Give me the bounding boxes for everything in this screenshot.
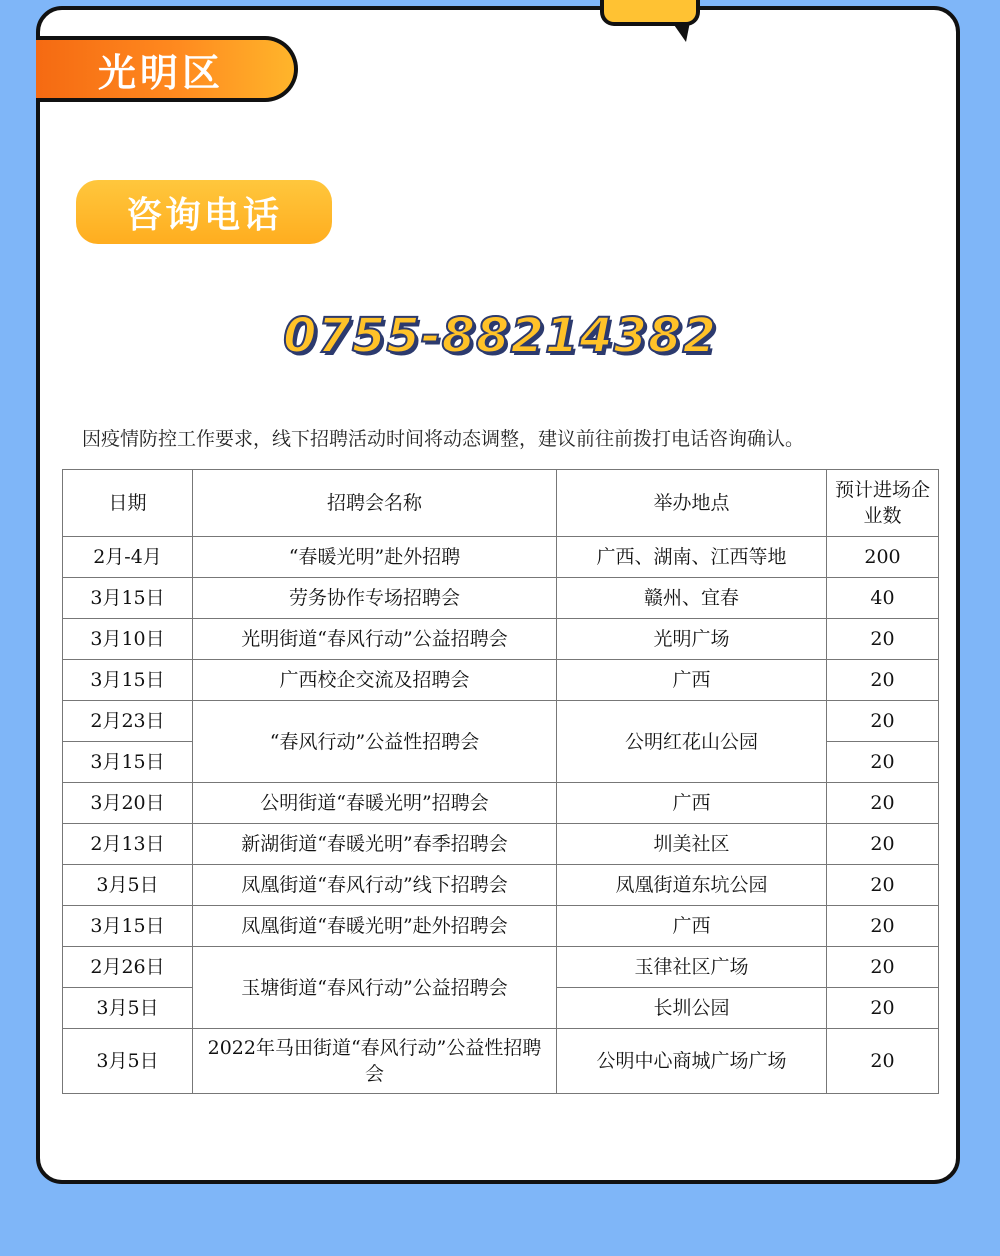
- header-date: 日期: [63, 470, 193, 537]
- cell-count: 20: [827, 783, 939, 824]
- cell-count: 20: [827, 701, 939, 742]
- cell-date: 3月15日: [63, 660, 193, 701]
- cell-date: 3月20日: [63, 783, 193, 824]
- table-row: [63, 1029, 939, 1094]
- cell-name: 公明街道“春暖光明”招聘会: [193, 783, 557, 824]
- cell-date: 2月26日: [63, 947, 193, 988]
- cell-place: 凤凰街道东坑公园: [557, 865, 827, 906]
- cell-place: 长圳公园: [557, 988, 827, 1029]
- table-row: [63, 947, 939, 988]
- cell-place: 广西、湖南、江西等地: [557, 537, 827, 578]
- speech-bubble-tail: [672, 22, 690, 42]
- cell-name: 凤凰街道“春暖光明”赴外招聘会: [193, 906, 557, 947]
- cell-place: 公明红花山公园: [557, 701, 827, 783]
- table-row: [63, 906, 939, 947]
- header-count: 预计进场企业数: [827, 470, 939, 537]
- cell-place: 公明中心商城广场广场: [557, 1029, 827, 1094]
- cell-count: 20: [827, 742, 939, 783]
- cell-name: 劳务协作专场招聘会: [193, 578, 557, 619]
- consult-label: 咨询电话: [125, 194, 282, 236]
- cell-name: “春暖光明”赴外招聘: [193, 537, 557, 578]
- cell-count: 20: [827, 1029, 939, 1094]
- cell-date: 3月15日: [63, 578, 193, 619]
- cell-date: 3月15日: [63, 742, 193, 783]
- cell-name: “春风行动”公益性招聘会: [193, 701, 557, 783]
- cell-name: 广西校企交流及招聘会: [193, 660, 557, 701]
- job-fair-table: [62, 469, 939, 1094]
- phone-number[interactable]: 0755-88214382: [283, 308, 717, 364]
- table-row: [63, 537, 939, 578]
- cell-name: 2022年马田街道“春风行动”公益性招聘会: [193, 1029, 557, 1094]
- cell-place: 玉律社区广场: [557, 947, 827, 988]
- cell-name: 凤凰街道“春风行动”线下招聘会: [193, 865, 557, 906]
- table-row: [63, 619, 939, 660]
- cell-date: 2月13日: [63, 824, 193, 865]
- cell-count: 20: [827, 824, 939, 865]
- table-row: [63, 701, 939, 742]
- cell-name: 新湖街道“春暖光明”春季招聘会: [193, 824, 557, 865]
- cell-count: 20: [827, 619, 939, 660]
- cell-place: 光明广场: [557, 619, 827, 660]
- table-row: [63, 660, 939, 701]
- table-header-row: [63, 470, 939, 537]
- consult-label-pill: [76, 180, 332, 244]
- cell-date: 3月5日: [63, 865, 193, 906]
- table-row: [63, 824, 939, 865]
- table-row: [63, 865, 939, 906]
- cell-date: 3月15日: [63, 906, 193, 947]
- cell-place: 圳美社区: [557, 824, 827, 865]
- cell-count: 200: [827, 537, 939, 578]
- cell-count: 20: [827, 988, 939, 1029]
- cell-place: 广西: [557, 783, 827, 824]
- table-row: [63, 578, 939, 619]
- header-name: 招聘会名称: [193, 470, 557, 537]
- cell-place: 广西: [557, 906, 827, 947]
- cell-date: 2月-4月: [63, 537, 193, 578]
- cell-name: 玉塘街道“春风行动”公益招聘会: [193, 947, 557, 1029]
- cell-count: 40: [827, 578, 939, 619]
- cell-name: 光明街道“春风行动”公益招聘会: [193, 619, 557, 660]
- cell-date: 3月5日: [63, 988, 193, 1029]
- phone-number-block: [0, 308, 1000, 364]
- cell-count: 20: [827, 660, 939, 701]
- cell-place: 广西: [557, 660, 827, 701]
- cell-place: 赣州、宜春: [557, 578, 827, 619]
- district-tab: [36, 36, 298, 102]
- cell-count: 20: [827, 906, 939, 947]
- cell-count: 20: [827, 947, 939, 988]
- cell-date: 2月23日: [63, 701, 193, 742]
- cell-date: 3月5日: [63, 1029, 193, 1094]
- header-place: 举办地点: [557, 470, 827, 537]
- notice-text: 因疫情防控工作要求，线下招聘活动时间将动态调整，建议前往前拨打电话咨询确认。: [82, 428, 805, 450]
- cell-count: 20: [827, 865, 939, 906]
- cell-date: 3月10日: [63, 619, 193, 660]
- district-title: 光明区: [98, 50, 225, 95]
- table-row: [63, 783, 939, 824]
